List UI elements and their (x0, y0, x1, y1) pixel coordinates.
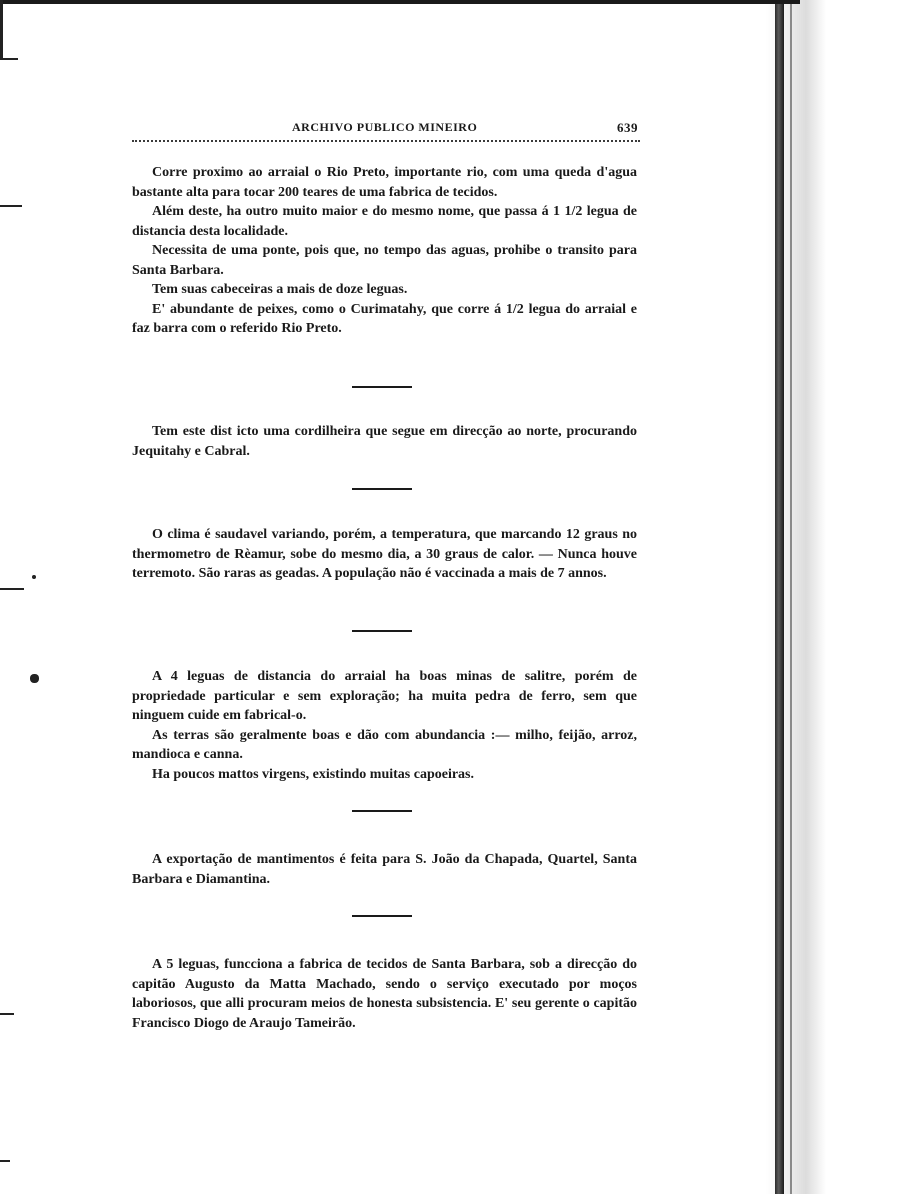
scan-right-edge (766, 0, 906, 1194)
section-separator (352, 386, 412, 388)
paragraph: Corre proximo ao arraial o Rio Preto, importante rio, com uma queda d'agua bastante alta para tocar 200 teares de uma fabrica de tecidos. (132, 165, 637, 200)
page-number: 639 (617, 120, 638, 135)
section-exportacao (132, 850, 637, 889)
paragraph: O clima é saudavel variando, porém, a temperatura, que marcando 12 graus no thermometro de Rèamur, sobe do mesmo dia, a 30 graus de calor. — Nunca houve terremoto. São raras as geadas. A população não é vaccinada a mais de 7 annos. (132, 527, 637, 581)
paragraph: Além deste, ha outro muito maior e do mesmo nome, que passa á 1 1/2 legua de distancia desta localidade. (132, 204, 637, 239)
margin-mark (0, 205, 22, 207)
section-separator (352, 488, 412, 490)
scan-top-edge (0, 0, 800, 4)
header-rule (132, 140, 640, 142)
section-clima (132, 525, 637, 584)
paragraph: A exportação de mantimentos é feita para S. João da Chapada, Quartel, Santa Barbara e Diamantina. (132, 852, 637, 887)
margin-mark (0, 1160, 10, 1162)
section-cordilheira (132, 422, 637, 461)
paragraph: Necessita de uma ponte, pois que, no tempo das aguas, prohibe o transito para Santa Barbara. (132, 243, 637, 278)
paragraph: A 5 leguas, funcciona a fabrica de tecidos de Santa Barbara, sob a direcção do capitão Augusto da Matta Machado, sendo o serviço executado por moços laboriosos, que alli procuram meios de honesta subsistencia. E' seu gerente o capitão Francisco Diogo de Araujo Tameirão. (132, 957, 637, 1031)
section-minas (132, 667, 637, 784)
book-spine-edge (790, 0, 792, 1194)
margin-mark (30, 674, 39, 683)
margin-mark (0, 0, 3, 60)
margin-mark (0, 1013, 14, 1015)
section-separator (352, 630, 412, 632)
running-header-title: ARCHIVO PUBLICO MINEIRO (292, 120, 478, 134)
paragraph: E' abundante de peixes, como o Curimatahy, que corre á 1/2 legua do arraial e faz barra com o referido Rio Preto. (132, 301, 637, 336)
section-rio-preto (132, 163, 637, 339)
paragraph: Ha poucos mattos virgens, existindo muitas capoeiras. (152, 766, 474, 782)
book-spine-shadow (775, 0, 784, 1194)
paragraph: Tem este dist icto uma cordilheira que segue em direcção ao norte, procurando Jequitahy e Cabral. (132, 424, 637, 459)
running-header (132, 120, 640, 138)
margin-mark (32, 575, 36, 579)
paragraph: A 4 leguas de distancia do arraial ha boas minas de salitre, porém de propriedade particular e sem exploração; ha muita pedra de ferro, sem que ninguem cuide em fabrical-o. (132, 669, 637, 723)
paragraph: As terras são geralmente boas e dão com abundancia :— milho, feijão, arroz, mandioca e canna. (132, 727, 637, 762)
section-fabrica (132, 955, 637, 1033)
section-separator (352, 915, 412, 917)
section-separator (352, 810, 412, 812)
paragraph: Tem suas cabeceiras a mais de doze leguas. (152, 282, 408, 297)
margin-mark (0, 588, 24, 590)
margin-mark (0, 58, 18, 60)
